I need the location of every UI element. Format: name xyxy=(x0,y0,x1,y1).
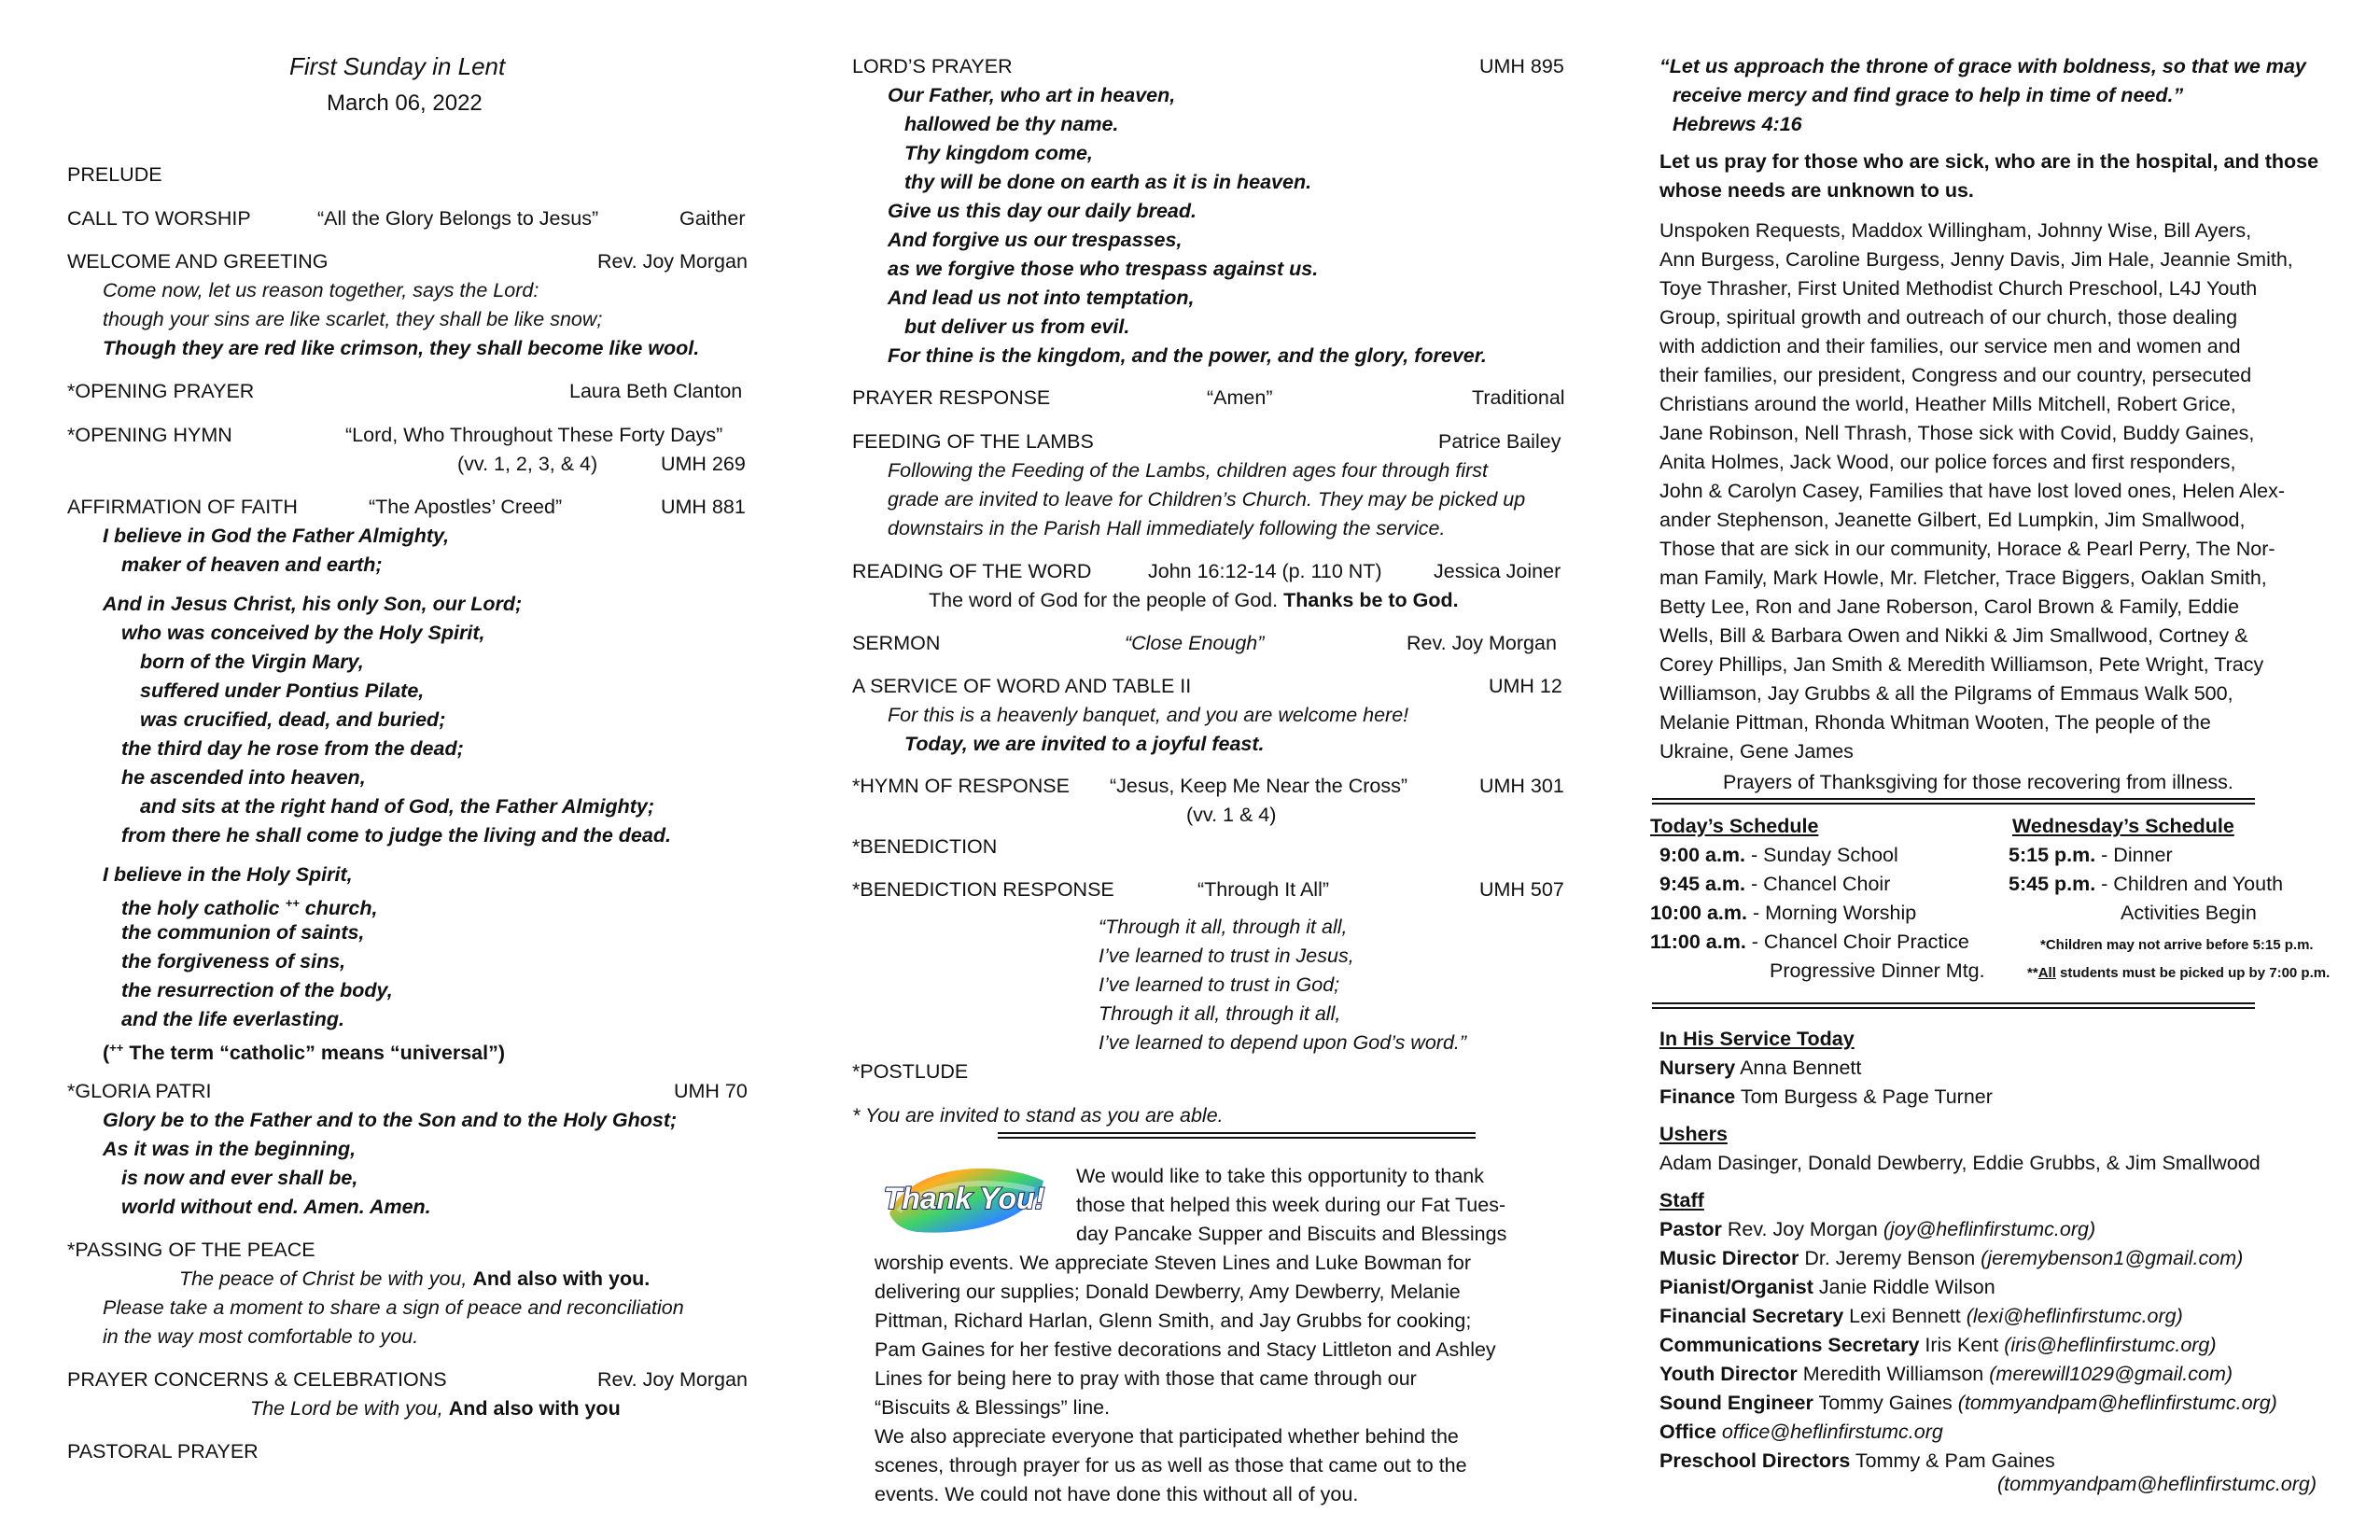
today-schedule-heading: Today’s Schedule xyxy=(1650,815,1819,837)
staff-row xyxy=(1659,1449,2055,1473)
creed-line: the forgiveness of sins, xyxy=(121,950,346,973)
prayer-line: hallowed be thy name. xyxy=(904,113,1119,135)
welcome-response: Though they are red like crimson, they shall become like wool. xyxy=(103,337,700,359)
prayer-request-line: Group, spiritual growth and outreach of our church, those dealing xyxy=(1659,306,2238,329)
thanks-line: day Pancake Supper and Biscuits and Blessings xyxy=(1076,1223,1507,1245)
schedule-item: 11:00 a.m. - Chancel Choir Practice xyxy=(1650,931,1969,953)
staff-email: (tommyandpam@heflinfirstumc.org) xyxy=(1957,1392,2277,1414)
benediction-response-title: “Through It All” xyxy=(1197,878,1329,901)
staff-name: Dr. Jeremy Benson xyxy=(1804,1247,1976,1269)
prayer-line: And lead us not into temptation, xyxy=(888,287,1195,309)
welcome-line: Come now, let us reason together, says the Lord: xyxy=(103,279,539,301)
creed-line: he ascended into heaven, xyxy=(121,766,366,789)
reading-response: The word of God for the people of God. Thanks be to God. xyxy=(929,589,1459,611)
schedule-item: Activities Begin xyxy=(2121,902,2257,924)
creed-line: maker of heaven and earth; xyxy=(121,553,383,576)
prayer-line: thy will be done on earth as it is in heaven. xyxy=(904,171,1312,193)
finance-row: Finance Tom Burgess & Page Turner xyxy=(1659,1085,1993,1108)
prayer-request-line: Corey Phillips, Jan Smith & Meredith Williamson, Pete Wright, Tracy xyxy=(1659,653,2264,676)
call-to-worship-composer: Gaither xyxy=(679,207,746,230)
staff-role: Pastor xyxy=(1659,1218,1722,1240)
prayer-line: as we forgive those who trespass against us. xyxy=(888,258,1319,280)
hymn-response-title: “Jesus, Keep Me Near the Cross” xyxy=(1110,775,1408,797)
service-response: Today, we are invited to a joyful feast. xyxy=(904,733,1265,755)
feeding-line: grade are invited to leave for Children’s Church. They may be picked up xyxy=(888,488,1526,511)
staff-email: (lexi@heflinfirstumc.org) xyxy=(1966,1305,2183,1327)
postlude-label: *POSTLUDE xyxy=(852,1060,969,1083)
opening-hymn-title: “Lord, Who Throughout These Forty Days” xyxy=(345,424,723,446)
welcome-line: though your sins are like scarlet, they shall be like snow; xyxy=(103,308,603,330)
prayer-request-line: Melanie Pittman, Rhonda Whitman Wooten, The people of the xyxy=(1659,711,2211,734)
prayer-response-label: PRAYER RESPONSE xyxy=(852,386,1051,409)
staff-email: (iris@heflinfirstumc.org) xyxy=(2004,1334,2217,1356)
hymn-response-verses: (vv. 1 & 4) xyxy=(1186,804,1277,826)
staff-role: Youth Director xyxy=(1659,1363,1798,1385)
thanks-line: Lines for being here to pray with those that came through our xyxy=(875,1367,1417,1390)
concerns-leader: Rev. Joy Morgan xyxy=(597,1368,748,1391)
schedule-item: 5:45 p.m. - Children and Youth xyxy=(2009,873,2284,895)
prayer-request-line: Jane Robinson, Nell Thrash, Those sick with Covid, Buddy Gaines, xyxy=(1659,422,2255,444)
staff-email: (joy@heflinfirstumc.org) xyxy=(1883,1218,2096,1240)
hymn-response-label: *HYMN OF RESPONSE xyxy=(852,775,1070,797)
thanks-line: worship events. We appreciate Steven Lines and Luke Bowman for xyxy=(875,1252,1471,1274)
prayer-request-line: with addiction and their families, our service men and women and xyxy=(1659,335,2241,357)
service-today-heading: In His Service Today xyxy=(1659,1028,1855,1050)
creed-line: the communion of saints, xyxy=(121,921,365,944)
peace-instruction: Please take a moment to share a sign of peace and reconciliation xyxy=(103,1296,684,1319)
feeding-leader: Patrice Bailey xyxy=(1438,430,1561,453)
staff-row xyxy=(1659,1333,2217,1357)
divider xyxy=(998,1132,1476,1139)
prayer-line: but deliver us from evil. xyxy=(904,315,1130,338)
song-line: I’ve learned to trust in Jesus, xyxy=(1099,945,1354,967)
prayer-request-line: Anita Holmes, Jack Wood, our police forces and first responders, xyxy=(1659,451,2236,473)
thanks-line: Pam Gaines for her festive decorations and Stacy Littleton and Ashley xyxy=(875,1338,1496,1361)
scripture-reference: Hebrews 4:16 xyxy=(1673,113,1802,135)
divider xyxy=(1652,1002,2255,1009)
staff-heading: Staff xyxy=(1659,1189,1704,1211)
nursery-row: Nursery Anna Bennett xyxy=(1659,1057,1862,1079)
prayer-request-line: Wells, Bill & Barbara Owen and Nikki & Jim Smallwood, Cortney & xyxy=(1659,624,2248,647)
gloria-line: As it was in the beginning, xyxy=(103,1138,357,1160)
scripture-verse: receive mercy and find grace to help in time of need.” xyxy=(1673,84,2184,106)
call-to-worship-label: CALL TO WORSHIP xyxy=(67,207,251,230)
peace-line: The peace of Christ be with you, And also with you. xyxy=(179,1267,651,1290)
thanks-line: delivering our supplies; Donald Dewberry, Amy Dewberry, Melanie xyxy=(875,1281,1461,1303)
benediction-response-number: UMH 507 xyxy=(1479,878,1564,901)
schedule-item: 9:00 a.m. - Sunday School xyxy=(1659,844,1898,866)
staff-row xyxy=(1659,1246,2243,1270)
creed-line: the resurrection of the body, xyxy=(121,979,393,1001)
thanks-line: “Biscuits & Blessings” line. xyxy=(875,1396,1111,1419)
service-word-table-number: UMH 12 xyxy=(1489,675,1562,697)
call-to-worship-song: “All the Glory Belongs to Jesus” xyxy=(317,207,599,230)
feeding-label: FEEDING OF THE LAMBS xyxy=(852,430,1094,453)
column-announcements xyxy=(1650,0,2371,1540)
reading-label: READING OF THE WORD xyxy=(852,560,1092,582)
prayer-request-line: John & Carolyn Casey, Families that have lost loved ones, Helen Alex- xyxy=(1659,480,2286,502)
staff-name: Tommy Gaines xyxy=(1818,1392,1953,1414)
creed-line: and the life everlasting. xyxy=(121,1008,344,1030)
creed-line: And in Jesus Christ, his only Son, our Lord; xyxy=(103,593,523,615)
prayer-intro: Let us pray for those who are sick, who are in the hospital, and those xyxy=(1659,150,2319,173)
thanks-line: Pittman, Richard Harlan, Glenn Smith, and Jay Grubbs for cooking; xyxy=(875,1309,1472,1332)
creed-line: I believe in God the Father Almighty, xyxy=(103,525,450,547)
pastoral-prayer-label: PASTORAL PRAYER xyxy=(67,1440,259,1463)
gloria-line: is now and ever shall be, xyxy=(121,1167,358,1189)
column-order-of-worship xyxy=(67,0,758,1540)
prayer-line: Give us this day our daily bread. xyxy=(888,200,1197,222)
prayer-response-title: “Amen” xyxy=(1207,386,1273,409)
opening-hymn-verses: (vv. 1, 2, 3, & 4) xyxy=(457,453,598,475)
opening-hymn-number: UMH 269 xyxy=(661,453,746,475)
staff-role: Sound Engineer xyxy=(1659,1392,1813,1414)
welcome-label: WELCOME AND GREETING xyxy=(67,250,329,273)
ushers-names: Adam Dasinger, Donald Dewberry, Eddie Grubbs, & Jim Smallwood xyxy=(1659,1152,2261,1174)
staff-row xyxy=(1659,1275,1995,1299)
service-line: For this is a heavenly banquet, and you are welcome here! xyxy=(888,704,1409,726)
creed-line: I believe in the Holy Spirit, xyxy=(103,863,353,886)
svg-text:Thank You!: Thank You! xyxy=(883,1182,1045,1215)
affirmation-number: UMH 881 xyxy=(661,496,746,518)
song-line: I’ve learned to trust in God; xyxy=(1099,973,1340,996)
song-line: I’ve learned to depend upon God’s word.” xyxy=(1099,1031,1467,1054)
concerns-label: PRAYER CONCERNS & CELEBRATIONS xyxy=(67,1368,447,1391)
staff-row xyxy=(1659,1304,2183,1328)
staff-role: Pianist/Organist xyxy=(1659,1276,1813,1298)
sermon-label: SERMON xyxy=(852,632,941,654)
staff-email: office@heflinfirstumc.org xyxy=(1721,1421,1943,1443)
feeding-line: Following the Feeding of the Lambs, children ages four through first xyxy=(888,459,1488,482)
benediction-response-label: *BENEDICTION RESPONSE xyxy=(852,878,1114,901)
staff-row xyxy=(1659,1362,2233,1386)
prayer-intro: whose needs are unknown to us. xyxy=(1659,179,1974,202)
prayer-request-line: Christians around the world, Heather Mills Mitchell, Robert Grice, xyxy=(1659,393,2236,415)
prelude-label: PRELUDE xyxy=(67,163,162,186)
peace-label: *PASSING OF THE PEACE xyxy=(67,1239,315,1261)
divider xyxy=(1652,798,2255,805)
creed-line: born of the Virgin Mary, xyxy=(140,651,364,673)
service-date: March 06, 2022 xyxy=(327,91,483,116)
prayer-request-line: Betty Lee, Ron and Jane Roberson, Carol Brown & Family, Eddie xyxy=(1659,595,2240,618)
thanks-line: scenes, through prayer for us as well as those that came out to the xyxy=(875,1454,1467,1477)
prayer-response-source: Traditional xyxy=(1472,386,1565,409)
benediction-label: *BENEDICTION xyxy=(852,835,998,858)
service-title: First Sunday in Lent xyxy=(289,52,506,80)
prayer-request-line: Ukraine, Gene James xyxy=(1659,740,1854,763)
thanks-line: We also appreciate everyone that participated whether behind the xyxy=(875,1425,1459,1448)
staff-email: (tommyandpam@heflinfirstumc.org) xyxy=(1997,1473,2317,1495)
prayer-request-line: Unspoken Requests, Maddox Willingham, Johnny Wise, Bill Ayers, xyxy=(1659,219,2252,242)
schedule-item: 9:45 a.m. - Chancel Choir xyxy=(1659,873,1891,895)
staff-name: Iris Kent xyxy=(1925,1334,1999,1356)
schedule-note: *Children may not arrive before 5:15 p.m. xyxy=(2040,937,2314,953)
wednesday-schedule-heading: Wednesday’s Schedule xyxy=(2012,815,2234,837)
feeding-line: downstairs in the Parish Hall immediately following the service. xyxy=(888,517,1446,539)
staff-role: Music Director xyxy=(1659,1247,1799,1269)
reading-reader: Jessica Joiner xyxy=(1434,560,1561,582)
gloria-label: *GLORIA PATRI xyxy=(67,1080,212,1102)
staff-name: Rev. Joy Morgan xyxy=(1727,1218,1878,1240)
prayer-request-line: Those that are sick in our community, Horace & Pearl Perry, The Nor- xyxy=(1659,538,2275,560)
lords-prayer-number: UMH 895 xyxy=(1479,55,1564,77)
song-line: “Through it all, through it all, xyxy=(1099,916,1348,938)
creed-line: from there he shall come to judge the living and the dead. xyxy=(121,824,671,847)
staff-role: Preschool Directors xyxy=(1659,1449,1851,1472)
gloria-line: world without end. Amen. Amen. xyxy=(121,1196,431,1218)
staff-name: Meredith Williamson xyxy=(1802,1363,1984,1385)
reading-reference: John 16:12-14 (p. 110 NT) xyxy=(1148,560,1382,582)
opening-hymn-label: *OPENING HYMN xyxy=(67,424,232,446)
prayer-line: Thy kingdom come, xyxy=(904,142,1093,164)
creed-line: the third day he rose from the dead; xyxy=(121,737,464,760)
creed-footnote: (++ The term “catholic” means “universal”) xyxy=(103,1041,505,1065)
prayer-request-line: man Family, Mark Howle, Mr. Fletcher, Trace Biggers, Oaklan Smith, xyxy=(1659,567,2267,589)
prayer-request-line: ander Stephenson, Jeanette Gilbert, Ed Lumpkin, Jim Smallwood, xyxy=(1659,509,2246,531)
schedule-item: Progressive Dinner Mtg. xyxy=(1770,959,1985,982)
scripture-verse: “Let us approach the throne of grace with boldness, so that we may xyxy=(1659,55,2306,77)
opening-prayer-leader: Laura Beth Clanton xyxy=(569,380,743,402)
welcome-leader: Rev. Joy Morgan xyxy=(597,250,748,273)
lords-prayer-label: LORD’S PRAYER xyxy=(852,55,1013,77)
concerns-line: The Lord be with you, And also with you xyxy=(250,1397,621,1420)
ushers-heading: Ushers xyxy=(1659,1123,1728,1145)
prayer-line: And forgive us our trespasses, xyxy=(888,229,1183,251)
opening-prayer-label: *OPENING PRAYER xyxy=(67,380,255,402)
thank-you-logo xyxy=(880,1157,1053,1241)
prayer-line: Our Father, who art in heaven, xyxy=(888,84,1176,106)
column-order-of-worship-continued xyxy=(852,0,1575,1540)
schedule-note: **All students must be picked up by 7:00 p.m. xyxy=(2027,965,2331,981)
prayer-request-line: Toye Thrasher, First United Methodist Church Preschool, L4J Youth xyxy=(1659,277,2258,300)
staff-role: Financial Secretary xyxy=(1659,1305,1844,1327)
sermon-title: “Close Enough” xyxy=(1125,632,1265,654)
staff-name: Lexi Bennett xyxy=(1849,1305,1961,1327)
staff-email: (jeremybenson1@gmail.com) xyxy=(1981,1247,2244,1269)
thanks-line: those that helped this week during our Fat Tues- xyxy=(1076,1194,1506,1216)
creed-line: the holy catholic ++ church, xyxy=(121,896,378,920)
staff-role: Communications Secretary xyxy=(1659,1334,1920,1356)
staff-row xyxy=(1659,1217,2095,1241)
peace-instruction: in the way most comfortable to you. xyxy=(103,1325,419,1348)
affirmation-title: “The Apostles’ Creed” xyxy=(369,496,563,518)
prayer-request-line: Williamson, Jay Grubbs & all the Pilgrams of Emmaus Walk 500, xyxy=(1659,682,2233,705)
creed-line: was crucified, dead, and buried; xyxy=(140,708,446,731)
staff-role: Office xyxy=(1659,1421,1716,1443)
prayer-request-line: their families, our president, Congress and our country, persecuted xyxy=(1659,364,2252,386)
hymn-response-number: UMH 301 xyxy=(1479,775,1564,797)
gloria-number: UMH 70 xyxy=(674,1080,748,1102)
prayer-line: For thine is the kingdom, and the power, and the glory, forever. xyxy=(888,344,1487,367)
creed-line: suffered under Pontius Pilate, xyxy=(140,679,425,702)
staff-row xyxy=(1659,1420,1943,1444)
prayer-request-line: Ann Burgess, Caroline Burgess, Jenny Davis, Jim Hale, Jeannie Smith, xyxy=(1659,248,2293,271)
creed-line: and sits at the right hand of God, the Father Almighty; xyxy=(140,795,655,818)
gloria-line: Glory be to the Father and to the Son and to the Holy Ghost; xyxy=(103,1109,678,1131)
affirmation-label: AFFIRMATION OF FAITH xyxy=(67,496,298,518)
schedule-item: 10:00 a.m. - Morning Worship xyxy=(1650,902,1917,924)
schedule-item: 5:15 p.m. - Dinner xyxy=(2009,844,2173,866)
thanks-line: We would like to take this opportunity to thank xyxy=(1076,1165,1485,1187)
staff-row xyxy=(1659,1391,2277,1415)
creed-line: who was conceived by the Holy Spirit, xyxy=(121,622,485,644)
staff-email: (merewill1029@gmail.com) xyxy=(1989,1363,2233,1385)
thanksgiving-note: Prayers of Thanksgiving for those recovering from illness. xyxy=(1723,771,2233,793)
service-word-table-label: A SERVICE OF WORD AND TABLE II xyxy=(852,675,1192,697)
staff-name: Janie Riddle Wilson xyxy=(1818,1276,1995,1298)
song-line: Through it all, through it all, xyxy=(1099,1002,1341,1025)
staff-name: Tommy & Pam Gaines xyxy=(1855,1449,2055,1472)
sermon-preacher: Rev. Joy Morgan xyxy=(1407,632,1557,654)
stand-note: * You are invited to stand as you are able. xyxy=(852,1104,1224,1127)
thanks-line: events. We could not have done this without all of you. xyxy=(875,1483,1359,1505)
